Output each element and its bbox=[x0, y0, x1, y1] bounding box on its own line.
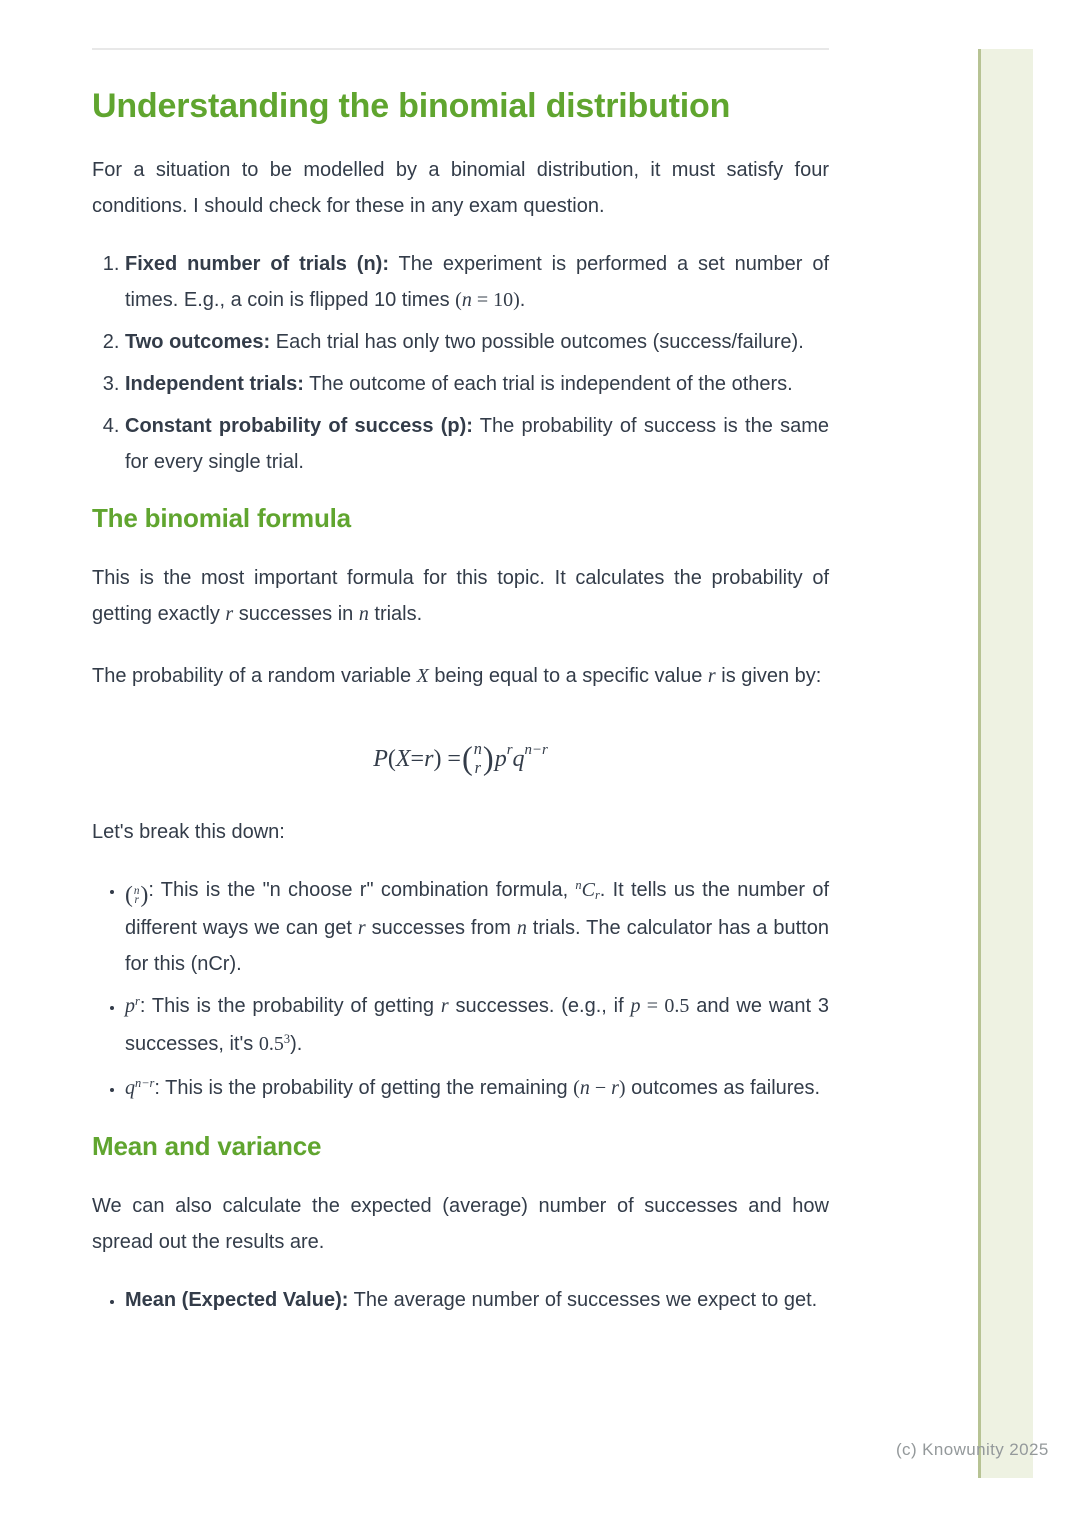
breakdown-list bbox=[92, 872, 829, 1108]
page-title: Understanding the binomial distribution bbox=[92, 87, 731, 125]
mean-expected-value-item: • Mean (Expected Value): The average number of successes we expect to get. bbox=[125, 1282, 829, 1318]
condition-item-two-outcomes: 2. Two outcomes: Each trial has only two possible outcomes (success/failure). bbox=[125, 324, 829, 360]
copyright-watermark: (c) Knowunity 2025 bbox=[896, 1440, 1049, 1459]
breakdown-item-q-power-n-minus-r: • $q^{n-r}$: This is the probability of getting the remaining (n − r) outcomes as failures. bbox=[125, 1070, 829, 1108]
section-heading-binomial-formula: The binomial formula bbox=[92, 503, 351, 533]
breakdown-label: Let's break this down: bbox=[92, 821, 285, 843]
intro-paragraph: For a situation to be modelled by a binomial distribution, it must satisfy four conditions. I should check for these in any exam question. bbox=[92, 159, 829, 217]
breakdown-item-p-power-r: • $p^r$: This is the probability of getting r successes. (e.g., if p = 0.5 and we want 3 successes, it's $0.5^3$). bbox=[125, 988, 829, 1064]
condition-item-independent-trials: 3. Independent trials: The outcome of each trial is independent of the others. bbox=[125, 366, 829, 402]
note-content bbox=[92, 0, 829, 1324]
binomial-coefficient: ( n r ) bbox=[461, 739, 494, 777]
right-margin-stripe bbox=[978, 49, 1033, 1478]
condition-item-constant-probability: 4. Constant probability of success (p): The probability of success is the same for every single trial. bbox=[125, 408, 829, 480]
conditions-list bbox=[92, 246, 829, 480]
formula-intro-paragraph: This is the most important formula for this topic. It calculates the probability of getting exactly r successes in n trials. bbox=[92, 567, 829, 625]
binomial-coefficient: • ( n r ) bbox=[125, 882, 149, 909]
section-heading-mean-variance: Mean and variance bbox=[92, 1131, 322, 1161]
breakdown-item-combination: • ( n r ) : This is the "n choose r" combination formula, $^n$Cr. It tells us the number of different ways we can get r successes from n trials. The calculator has a button for this (nCr). bbox=[125, 872, 829, 982]
condition-item-fixed-trials: 1. Fixed number of trials (n): The experiment is performed a set number of times. E.g., a coin is flipped 10 times (n = 10). bbox=[125, 246, 829, 318]
formula-definition-paragraph: The probability of a random variable X being equal to a specific value r is given by: bbox=[92, 665, 822, 687]
mean-variance-list bbox=[92, 1282, 829, 1318]
binomial-formula-display: P ( X = r ) = ( n r ) p r q n−r bbox=[373, 739, 548, 777]
top-divider bbox=[92, 48, 829, 50]
mean-variance-intro: We can also calculate the expected (average) number of successes and how spread out the results are. bbox=[92, 1195, 829, 1253]
